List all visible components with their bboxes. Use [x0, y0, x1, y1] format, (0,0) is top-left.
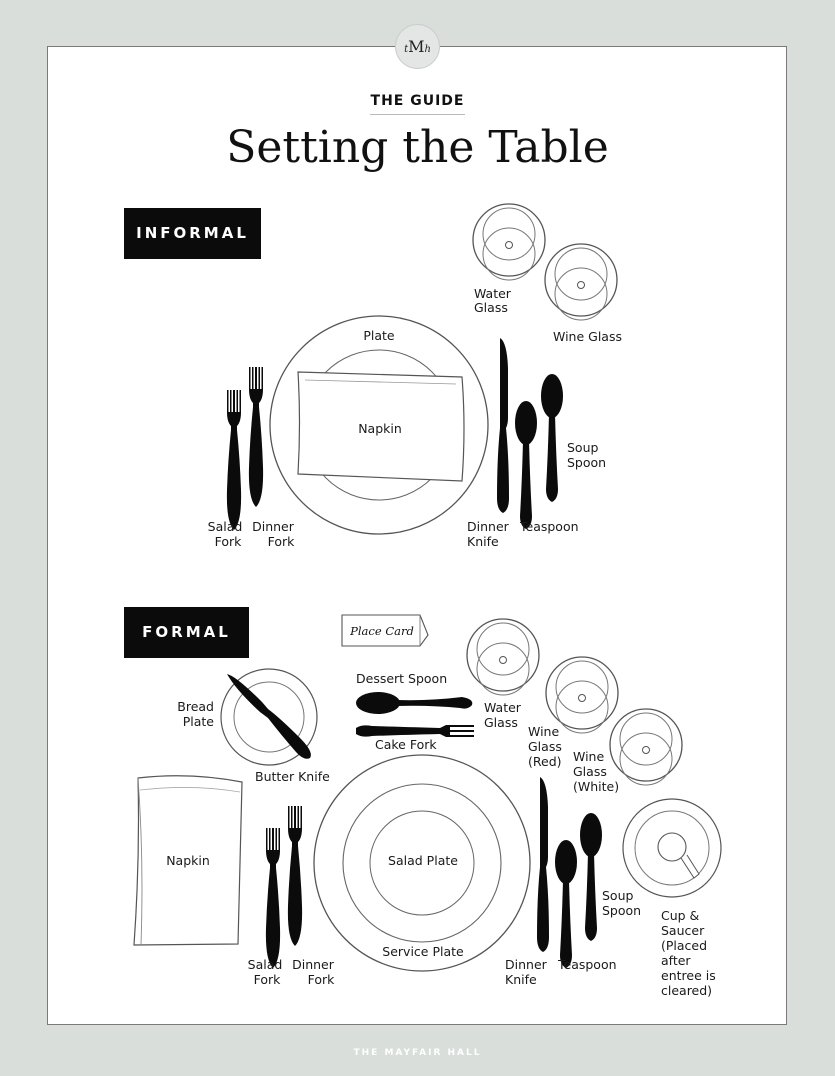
formal-badge: FORMAL — [124, 607, 249, 658]
label-salad-plate: Salad Plate — [388, 853, 458, 868]
informal-salad-fork-icon — [227, 390, 241, 530]
cake-fork-icon — [356, 725, 474, 737]
label-formal-salad-fork: Salad Fork — [247, 957, 283, 987]
butter-knife-icon — [227, 674, 311, 759]
label-butter-knife: Butter Knife — [255, 769, 330, 784]
label-informal-water-glass: Water Glass — [474, 286, 511, 315]
label-formal-dinner-knife: Dinner Knife — [505, 957, 547, 987]
label-informal-dinner-fork: Dinner Fork — [252, 519, 295, 549]
informal-wine-glass-icon — [545, 244, 617, 320]
dessert-spoon-icon — [356, 692, 472, 714]
label-cup-and-saucer: Cup & Saucer (Placed after entree is cleared) — [661, 908, 716, 998]
label-wine-glass-red: Wine Glass (Red) — [528, 724, 562, 769]
label-dessert-spoon: Dessert Spoon — [356, 671, 448, 686]
mayfair-logo: tMh — [395, 24, 440, 69]
label-formal-water-glass: Water Glass — [484, 700, 521, 730]
formal-red-wine-glass-icon — [546, 657, 618, 733]
label-informal-napkin: Napkin — [358, 421, 402, 436]
informal-teaspoon-icon — [515, 401, 537, 529]
formal-water-glass-icon — [467, 619, 539, 695]
formal-dinner-fork-icon — [288, 806, 302, 946]
label-cake-fork: Cake Fork — [375, 737, 437, 752]
formal-dinner-knife-icon — [537, 777, 549, 952]
label-place-card: Place Card — [350, 624, 414, 638]
formal-soup-spoon-icon — [580, 813, 602, 941]
informal-dinner-knife-icon — [497, 338, 509, 513]
informal-soup-spoon-icon — [541, 374, 563, 502]
formal-teaspoon-icon — [555, 840, 577, 968]
informal-dinner-fork-icon — [249, 367, 263, 507]
label-formal-dinner-fork: Dinner Fork — [292, 957, 335, 987]
label-informal-plate: Plate — [363, 328, 395, 343]
formal-white-wine-glass-icon — [610, 709, 682, 785]
label-informal-dinner-knife: Dinner Knife — [467, 519, 509, 549]
guide-kicker: THE GUIDE — [370, 93, 465, 109]
label-formal-teaspoon: Teaspoon — [558, 957, 617, 972]
informal-badge: INFORMAL — [124, 208, 261, 259]
label-informal-teaspoon: Teaspoon — [520, 519, 579, 534]
footer-brand: THE MAYFAIR HALL — [353, 1048, 482, 1058]
label-wine-glass-white: Wine Glass (White) — [573, 749, 620, 794]
formal-salad-fork-icon — [266, 828, 280, 968]
label-informal-wine-glass: Wine Glass — [553, 329, 622, 344]
cup-and-saucer-icon — [623, 799, 721, 897]
label-formal-napkin: Napkin — [166, 853, 210, 868]
label-service-plate: Service Plate — [382, 944, 464, 959]
page-title: Setting the Table — [226, 122, 609, 173]
label-bread-plate: Bread Plate — [177, 699, 214, 729]
label-informal-soup-spoon: Soup Spoon — [567, 440, 607, 470]
informal-water-glass-icon — [473, 204, 545, 280]
label-formal-soup-spoon: Soup Spoon — [602, 888, 642, 918]
label-informal-salad-fork: Salad Fork — [207, 519, 243, 549]
